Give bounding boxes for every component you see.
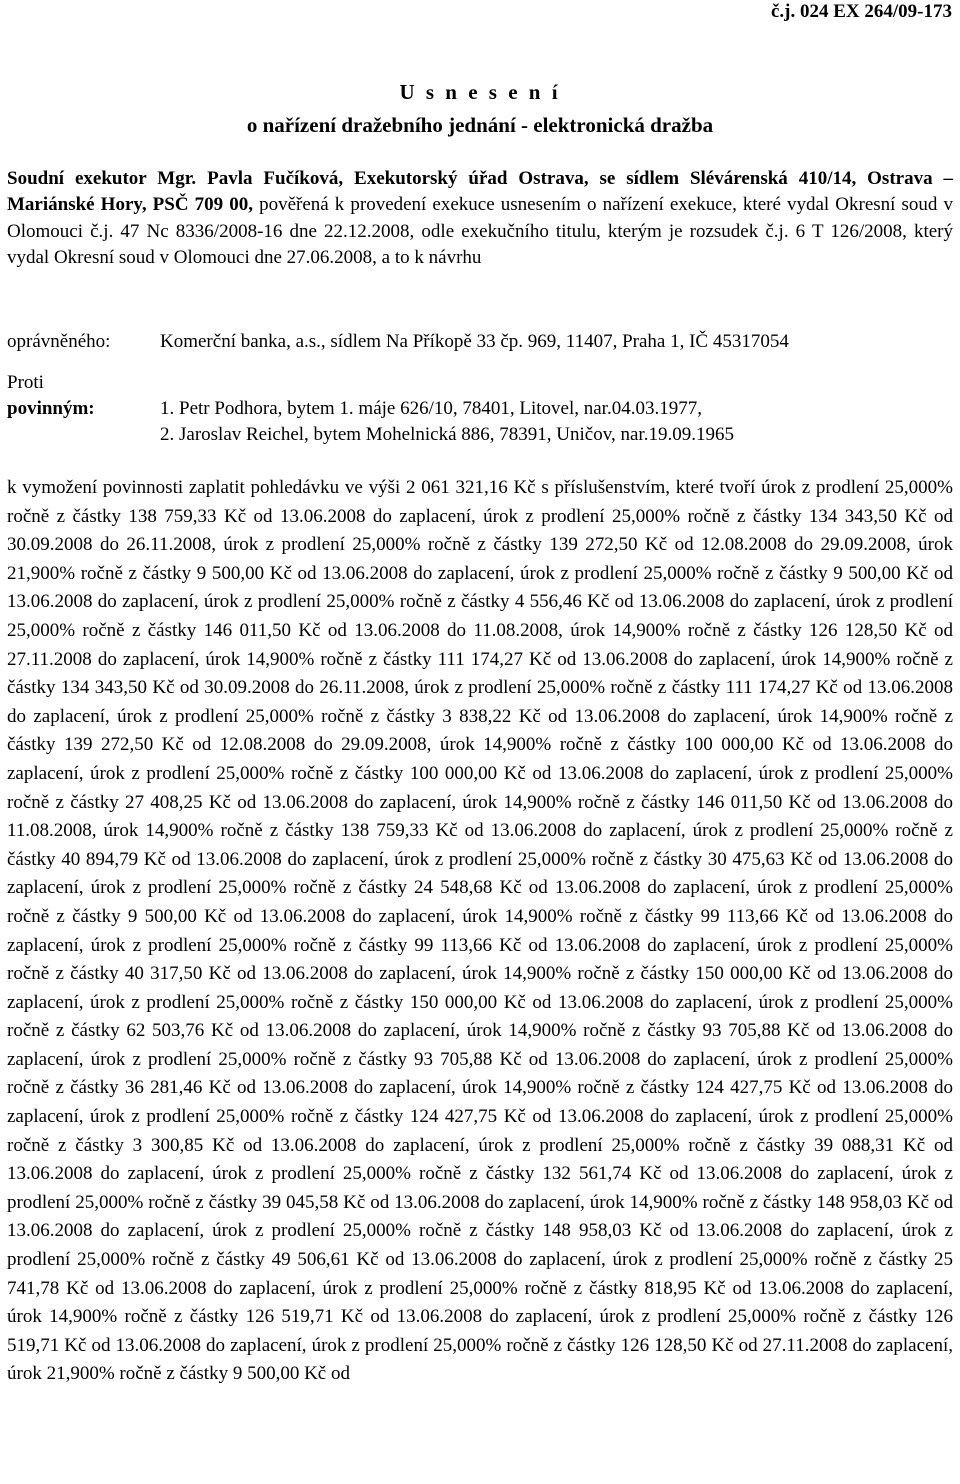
against-row xyxy=(7,370,953,396)
against-label: Proti xyxy=(7,372,44,393)
debtor-label: povinným: xyxy=(7,398,95,419)
debtor-2: 2. Jaroslav Reichel, bytem Mohelnická 886, 78391, Uničov, nar.19.09.1965 xyxy=(160,424,734,445)
document-reference-number: č.j. 024 EX 264/09-173 xyxy=(770,1,952,22)
creditor-value: Komerční banka, a.s., sídlem Na Příkopě 33 čp. 969, 11407, Praha 1, IČ 45317054 xyxy=(160,331,789,352)
debtor-row xyxy=(7,396,953,448)
intro-executor-text: pověřená k provedení exekuce usnesením o nařízení exekuce, které vydal Okresní soud v Olomouci č.j. 47 Nc 8336/2008-16 dne 22.12.2008, odle exekučního titulu, kterým je rozsudek č.j. 6 T 126/2008, který vydal Okresní soud v Olomouci dne 27.06.2008, a to k návrhu xyxy=(7,194,953,268)
claim-paragraph: k vymožení povinnosti zaplatit pohledávku ve výši 2 061 321,16 Kč s příslušenstvím, které tvoří úrok z prodlení 25,000% ročně z částky 138 759,33 Kč od 13.06.2008 do zaplacení, úrok z prodlení 25,000% ročně z částky 134 343,50 Kč od 30.09.2008 do 26.11.2008, úrok z prodlení 25,000% ročně z částky 139 272,50 Kč od 12.08.2008 do 29.09.2008, úrok 21,900% ročně z částky 9 500,00 Kč od 13.06.2008 do zaplacení, úrok z prodlení 25,000% ročně z částky 9 500,00 Kč od 13.06.2008 do zaplacení, úrok z prodlení 25,000% ročně z částky 4 556,46 Kč od 13.06.2008 do zaplacení, úrok z prodlení 25,000% ročně z částky 146 011,50 Kč od 13.06.2008 do 11.08.2008, úrok 14,900% ročně z částky 126 128,50 Kč od 27.11.2008 do zaplacení, úrok 14,900% ročně z částky 111 174,27 Kč od 13.06.2008 do zaplacení, úrok 14,900% ročně z částky 134 343,50 Kč od 30.09.2008 do 26.11.2008, úrok z prodlení 25,000% ročně z částky 111 174,27 Kč od 13.06.2008 do zaplacení, úrok z prodlení 25,000% ročně z částky 3 838,22 Kč od 13.06.2008 do zaplacení, úrok 14,900% ročně z částky 139 272,50 Kč od 12.08.2008 do 29.09.2008, úrok 14,900% ročně z částky 100 000,00 Kč od 13.06.2008 do zaplacení, úrok z prodlení 25,000% ročně z částky 100 000,00 Kč od 13.06.2008 do zaplacení, úrok z prodlení 25,000% ročně z částky 27 408,25 Kč od 13.06.2008 do zaplacení, úrok 14,900% ročně z částky 146 011,50 Kč od 13.06.2008 do 11.08.2008, úrok 14,900% ročně z částky 138 759,33 Kč od 13.06.2008 do zaplacení, úrok z prodlení 25,000% ročně z částky 40 894,79 Kč od 13.06.2008 do zaplacení, úrok z prodlení 25,000% ročně z částky 30 475,63 Kč od 13.06.2008 do zaplacení, úrok z prodlení 25,000% ročně z částky 24 548,68 Kč od 13.06.2008 do zaplacení, úrok z prodlení 25,000% ročně z částky 9 500,00 Kč od 13.06.2008 do zaplacení, úrok 14,900% ročně z částky 99 113,66 Kč od 13.06.2008 do zaplacení, úrok z prodlení 25,000% ročně z částky 99 113,66 Kč od 13.06.2008 do zaplacení, úrok z prodlení 25,000% ročně z částky 40 317,50 Kč od 13.06.2008 do zaplacení, úrok 14,900% ročně z částky 150 000,00 Kč od 13.06.2008 do zaplacení, úrok z prodlení 25,000% ročně z částky 150 000,00 Kč od 13.06.2008 do zaplacení, úrok z prodlení 25,000% ročně z částky 62 503,76 Kč od 13.06.2008 do zaplacení, úrok 14,900% ročně z částky 93 705,88 Kč od 13.06.2008 do zaplacení, úrok z prodlení 25,000% ročně z částky 93 705,88 Kč od 13.06.2008 do zaplacení, úrok z prodlení 25,000% ročně z částky 36 281,46 Kč od 13.06.2008 do zaplacení, úrok 14,900% ročně z částky 124 427,75 Kč od 13.06.2008 do zaplacení, úrok z prodlení 25,000% ročně z částky 124 427,75 Kč od 13.06.2008 do zaplacení, úrok z prodlení 25,000% ročně z částky 3 300,85 Kč od 13.06.2008 do zaplacení, úrok z prodlení 25,000% ročně z částky 39 088,31 Kč od 13.06.2008 do zaplacení, úrok z prodlení 25,000% ročně z částky 132 561,74 Kč od 13.06.2008 do zaplacení, úrok z prodlení 25,000% ročně z částky 39 045,58 Kč od 13.06.2008 do zaplacení, úrok 14,900% ročně z částky 148 958,03 Kč od 13.06.2008 do zaplacení, úrok z prodlení 25,000% ročně z částky 148 958,03 Kč od 13.06.2008 do zaplacení, úrok z prodlení 25,000% ročně z částky 49 506,61 Kč od 13.06.2008 do zaplacení, úrok z prodlení 25,000% ročně z částky 25 741,78 Kč od 13.06.2008 do zaplacení, úrok z prodlení 25,000% ročně z částky 818,95 Kč od 13.06.2008 do zaplacení, úrok 14,900% ročně z částky 126 519,71 Kč od 13.06.2008 do zaplacení, úrok z prodlení 25,000% ročně z částky 126 519,71 Kč od 13.06.2008 do zaplacení, úrok z prodlení 25,000% ročně z částky 126 128,50 Kč od 27.11.2008 do zaplacení, úrok 21,900% ročně z částky 9 500,00 Kč od xyxy=(7,477,953,1385)
creditor-label: oprávněného: xyxy=(7,331,111,352)
creditor-row xyxy=(7,329,953,355)
debtor-1: 1. Petr Podhora, bytem 1. máje 626/10, 78401, Litovel, nar.04.03.1977, xyxy=(160,398,702,419)
document-subtitle: o nařízení dražebního jednání - elektronická dražba xyxy=(246,113,714,137)
document-title: U s n e s e n í xyxy=(399,80,561,104)
intro-paragraph xyxy=(7,166,953,271)
intro-executor-bold: Soudní exekutor Mgr. Pavla Fučíková, Exekutorský úřad Ostrava, se sídlem Slévárenská 410/14, Ostrava – Mariánské Hory, PSČ 709 00, xyxy=(7,168,953,216)
